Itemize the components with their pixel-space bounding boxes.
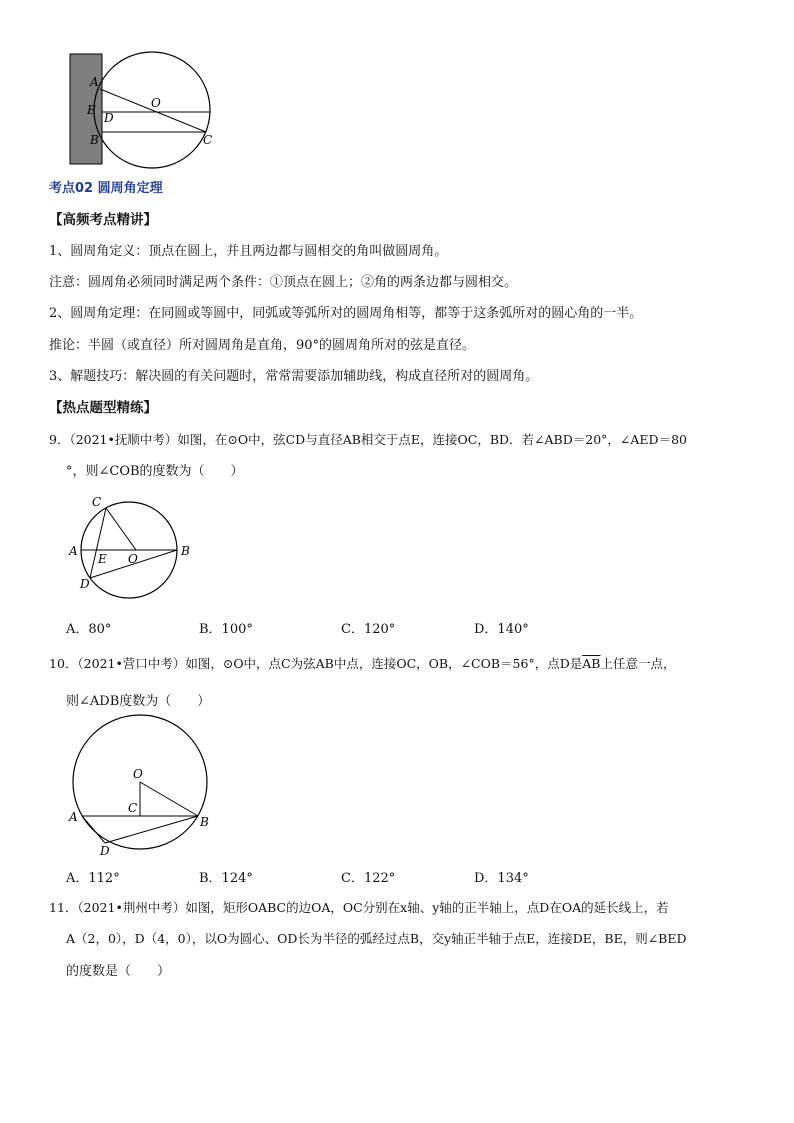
q11-text-line2: A（2，0），D（4，0），以O为圆心、OD长为半径的弧经过点B，交y轴正半轴于点E，连接DE，BE，则∠BED bbox=[66, 931, 687, 946]
paragraph-technique: 3、解题技巧：解决圆的有关问题时，常常需要添加辅助线，构成直径所对的圆周角。 bbox=[49, 369, 539, 384]
top-label-A: A bbox=[90, 75, 99, 89]
q9-text-line1: 9．（2021•抚顺中考）如图，在⊙O中，弦CD与直径AB相交于点E，连接OC，BD．若∠ABD＝20°，∠AED＝80 bbox=[49, 432, 687, 447]
top-label-E: E bbox=[87, 103, 96, 117]
q10-line-AD bbox=[82, 816, 105, 843]
q10-option-b[interactable]: B．124° bbox=[199, 871, 253, 886]
q10-line-DB bbox=[105, 816, 198, 843]
q10-label-O: O bbox=[133, 767, 143, 781]
q9-line-OC bbox=[106, 508, 136, 550]
q9-text-line2: °，则∠COB的度数为（ ） bbox=[66, 464, 244, 479]
q10-option-c[interactable]: C．122° bbox=[341, 871, 396, 886]
top-figure bbox=[60, 48, 230, 172]
q11-text-line3: 的度数是（ ） bbox=[66, 964, 171, 979]
q10-label-B: B bbox=[200, 815, 209, 829]
q10-option-a[interactable]: A．112° bbox=[66, 871, 120, 886]
subheading-high-frequency: 【高频考点精讲】 bbox=[49, 212, 157, 228]
q9-option-a[interactable]: A．80° bbox=[66, 622, 112, 637]
q10-text-part1: 10．（2021•营口中考）如图，⊙O中，点C为弦AB中点，连接OC，OB，∠COB＝56°，点D是 bbox=[49, 656, 583, 671]
section-title: 考点02 圆周角定理 bbox=[49, 181, 163, 196]
q9-figure bbox=[62, 490, 202, 602]
q9-option-b[interactable]: B．100° bbox=[199, 622, 253, 637]
q9-option-d[interactable]: D．140° bbox=[474, 622, 529, 637]
q9-label-E: E bbox=[98, 552, 107, 566]
q9-label-A: A bbox=[69, 544, 78, 558]
wall-rect bbox=[70, 54, 102, 164]
q9-label-C: C bbox=[92, 495, 102, 509]
q10-figure bbox=[62, 714, 222, 860]
q10-label-D: D bbox=[100, 844, 110, 858]
q9-label-O: O bbox=[128, 552, 138, 566]
q10-label-A: A bbox=[69, 810, 78, 824]
q10-label-C: C bbox=[128, 801, 138, 815]
paragraph-definition: 1、圆周角定义：顶点在圆上，并且两边都与圆相交的角叫做圆周角。 bbox=[49, 244, 448, 259]
q10-text-line2: 则∠ADB度数为（ ） bbox=[66, 694, 211, 709]
q9-option-c[interactable]: C．120° bbox=[341, 622, 396, 637]
subheading-hot-topics: 【热点题型精练】 bbox=[49, 400, 157, 416]
paragraph-corollary: 推论：半圆（或直径）所对圆周角是直角，90°的圆周角所对的弦是直径。 bbox=[49, 338, 476, 353]
q11-text-line1: 11．（2021•荆州中考）如图，矩形OABC的边OA，OC分别在x轴、y轴的正半轴上，点D在OA的延长线上，若 bbox=[49, 900, 669, 915]
q10-text-part2: 上任意一点， bbox=[600, 656, 676, 671]
q9-label-B: B bbox=[181, 544, 190, 558]
q10-line-OB bbox=[140, 782, 198, 816]
paragraph-note: 注意：圆周角必须同时满足两个条件：①顶点在圆上；②角的两条边都与圆相交。 bbox=[49, 275, 518, 290]
q9-label-D: D bbox=[80, 577, 90, 591]
top-label-B: B bbox=[90, 133, 99, 147]
top-label-D: D bbox=[104, 111, 114, 125]
q10-arc-ab: $\overline{AB}$ bbox=[582, 656, 601, 671]
top-label-O: O bbox=[151, 96, 161, 110]
q10-option-d[interactable]: D．134° bbox=[474, 871, 529, 886]
top-label-C: C bbox=[203, 133, 213, 147]
paragraph-theorem: 2、圆周角定理：在同圆或等圆中，同弧或等弧所对的圆周角相等，都等于这条弧所对的圆心角的一半。 bbox=[49, 306, 643, 321]
q10-text-line1 bbox=[49, 654, 675, 672]
